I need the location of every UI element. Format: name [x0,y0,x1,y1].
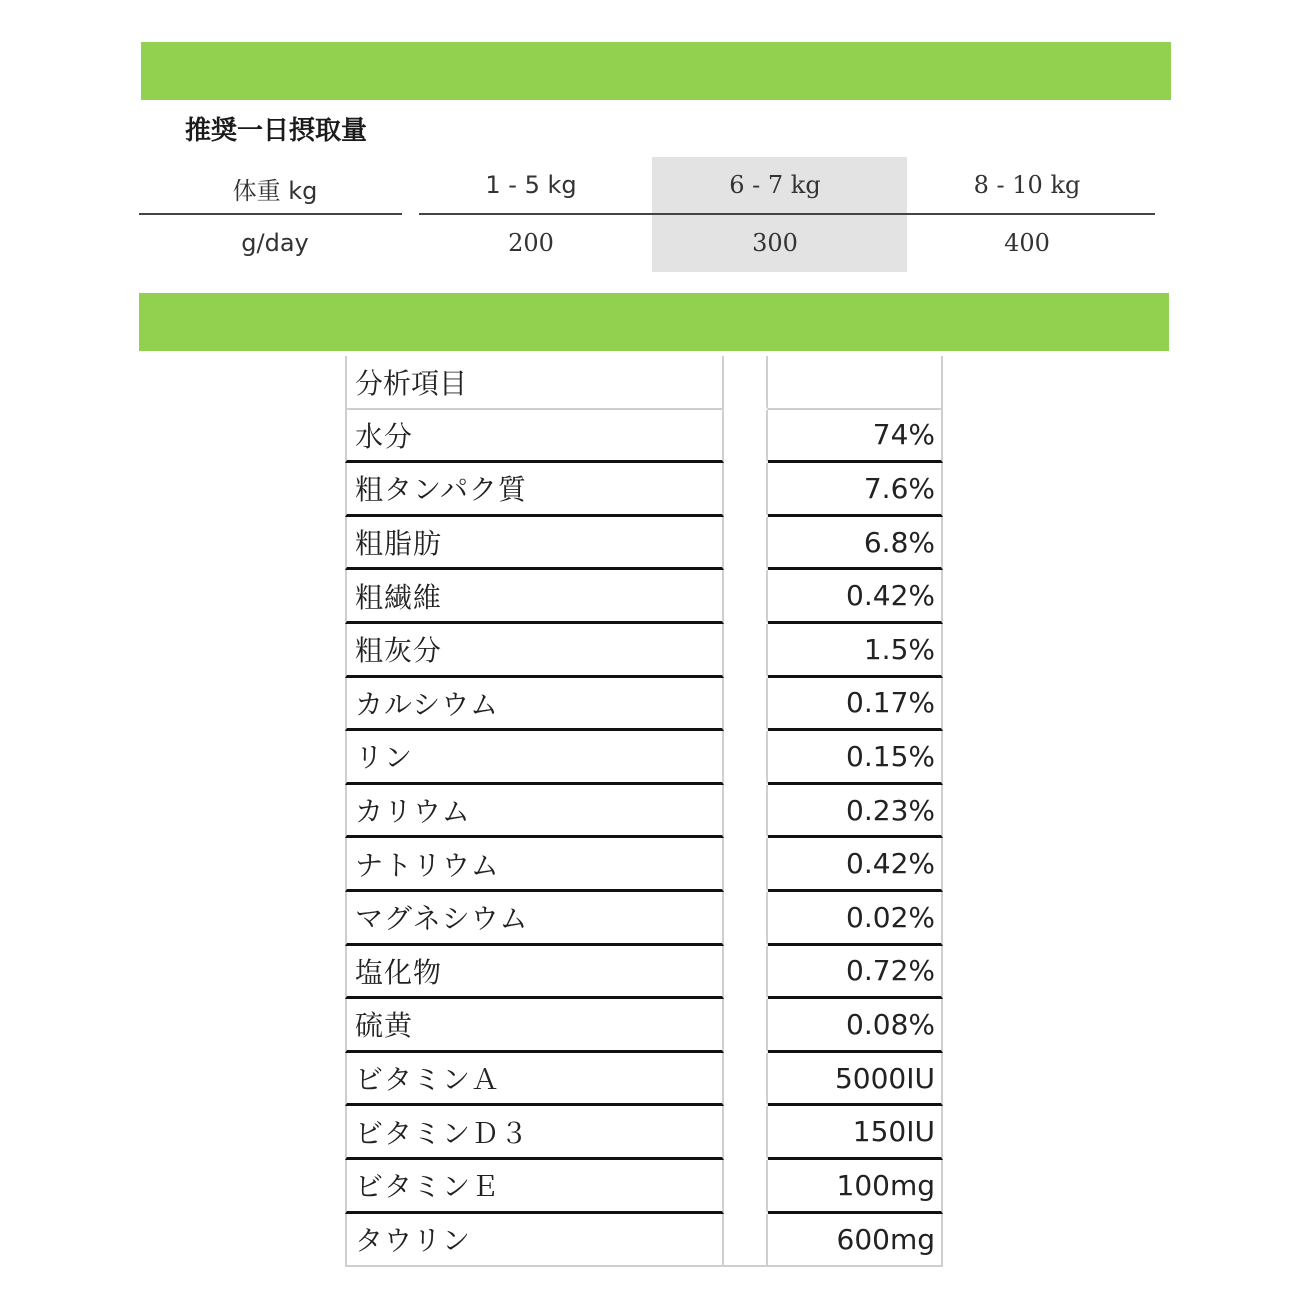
nutrient-label: ビタミンＡ [345,1053,724,1107]
table-row [345,410,943,464]
weight-range-1: 1 - 5 kg [485,171,577,199]
table-row [345,892,943,946]
spacer-cell [724,946,768,1000]
spacer-cell [724,892,768,946]
nutrient-label: 塩化物 [345,946,724,1000]
table-row [345,517,943,571]
table-row [345,1214,943,1268]
nutrient-value: 0.17% [768,678,943,732]
amount-2: 300 [752,229,798,257]
table-divider [139,213,402,215]
table-row [345,1053,943,1107]
spacer-cell [724,838,768,892]
weight-label: 体重 kg [232,177,318,205]
nutrient-label: リン [345,731,724,785]
table-row [345,838,943,892]
analysis-header-row [345,356,943,410]
section-banner-analysis [139,293,1169,351]
nutrient-label: 粗繊維 [345,570,724,624]
weight-range-2: 6 - 7 kg [729,171,821,199]
spacer-cell [724,410,768,464]
nutrient-label: マグネシウム [345,892,724,946]
table-row [345,1160,943,1214]
nutrient-label: カリウム [345,785,724,839]
spacer-cell [724,1106,768,1160]
nutrient-label: 粗灰分 [345,624,724,678]
table-row [345,785,943,839]
analysis-table [345,356,943,1267]
spacer-cell [724,1214,768,1268]
section-banner-feeding [141,42,1171,100]
table-row [345,570,943,624]
spacer-cell [724,999,768,1053]
table-row [345,946,943,1000]
nutrient-label: 粗タンパク質 [345,463,724,517]
spacer-cell [724,624,768,678]
nutrient-label: ビタミンＥ [345,1160,724,1214]
nutrient-value: 0.42% [768,570,943,624]
analysis-header: 分析項目 [345,356,724,410]
spacer-cell [724,1160,768,1214]
nutrient-label: ビタミンＤ３ [345,1106,724,1160]
table-row [345,731,943,785]
nutrient-value: 0.15% [768,731,943,785]
spacer-cell [724,1053,768,1107]
amount-1: 200 [508,229,554,257]
table-row [345,999,943,1053]
nutrient-label: 水分 [345,410,724,464]
nutrient-label: カルシウム [345,678,724,732]
nutrient-value: 0.02% [768,892,943,946]
spacer-cell [724,570,768,624]
feeding-title: 推奨一日摂取量 [185,116,368,146]
nutrient-value: 7.6% [768,463,943,517]
spacer-cell [724,678,768,732]
table-divider [419,213,1155,215]
amount-3: 400 [1004,229,1050,257]
nutrient-value: 150IU [768,1106,943,1160]
nutrient-label: ナトリウム [345,838,724,892]
nutrient-label: 粗脂肪 [345,517,724,571]
table-row [345,624,943,678]
nutrient-value: 0.08% [768,999,943,1053]
nutrient-value: 100mg [768,1160,943,1214]
spacer-cell [724,731,768,785]
nutrient-value: 0.23% [768,785,943,839]
nutrient-value: 0.72% [768,946,943,1000]
nutrient-label: 硫黄 [345,999,724,1053]
table-row [345,1106,943,1160]
spacer-cell [724,785,768,839]
spacer-cell [724,517,768,571]
nutrient-value: 6.8% [768,517,943,571]
nutrient-value: 74% [768,410,943,464]
table-row [345,678,943,732]
table-row [345,463,943,517]
amount-label: g/day [241,229,309,257]
nutrient-value: 5000IU [768,1053,943,1107]
nutrient-value: 600mg [768,1214,943,1268]
spacer-cell [724,463,768,517]
weight-range-3: 8 - 10 kg [973,171,1081,199]
nutrient-label: タウリン [345,1214,724,1268]
nutrient-value: 0.42% [768,838,943,892]
nutrient-value: 1.5% [768,624,943,678]
